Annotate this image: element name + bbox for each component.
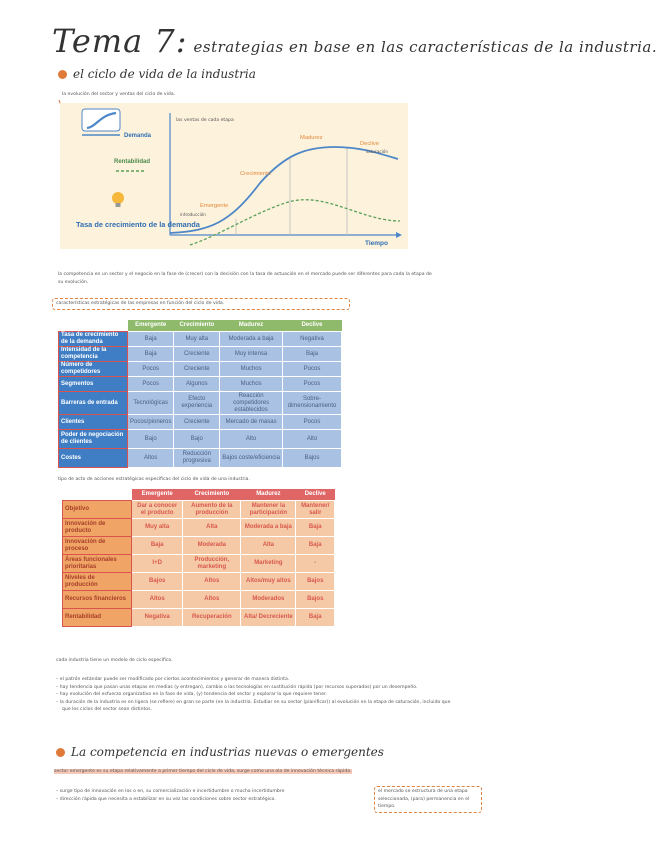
table-cell: Poder de negociación de clientes <box>59 430 128 449</box>
table-cell: Creciente <box>174 415 220 430</box>
tiempo-label: Tiempo <box>365 240 388 247</box>
table-cell: Tasa de crecimiento de la demanda <box>59 332 128 347</box>
boxed-note: características estratégicas de las empresas en función del ciclo de vida. <box>52 298 350 310</box>
table-cell: Pocos <box>282 362 341 377</box>
table-cell: Intensidad de la competencia <box>59 347 128 362</box>
table-cell: Producción, marketing <box>183 555 241 573</box>
table-header-row <box>63 489 335 501</box>
table-row <box>59 347 342 362</box>
table-cell <box>63 489 132 501</box>
table-cell: Reducción progresiva <box>174 449 220 468</box>
list-item: – surge tipo de innovación en los o en, su comercialización e incertidumbre o mucha incertidumbre <box>56 789 285 794</box>
table-cell: Baja <box>296 609 335 627</box>
table-cell: Baja <box>128 347 174 362</box>
table-cell: Recuperación <box>183 609 241 627</box>
table-cell: Alta <box>241 537 296 555</box>
list-item: – la duración de la industria es en ligera (se refiere) en gran se parte (en la industria. Estudiar en su sector (planificar)) al evolución en la etapa de saturación, incluido que <box>56 699 451 705</box>
stage-declive: Declive <box>360 141 380 147</box>
page-title: Tema 7: <box>52 22 188 60</box>
table-row <box>59 449 342 468</box>
table-cell: Mercado de masas <box>220 415 283 430</box>
table-cell: Bajos <box>296 591 335 609</box>
stage-emergente: Emergente <box>200 203 229 209</box>
table-cell: Moderados <box>241 591 296 609</box>
table-cell: Número de competidores <box>59 362 128 377</box>
table-cell: Innovación de proceso <box>63 537 132 555</box>
table-cell: Alto <box>282 430 341 449</box>
table-cell: Bajos <box>132 573 183 591</box>
table-row <box>63 537 335 555</box>
table-cell: Clientes <box>59 415 128 430</box>
table-cell: Marketing <box>241 555 296 573</box>
table-cell: Baja <box>296 537 335 555</box>
table-cell: Negativa <box>132 609 183 627</box>
table-row <box>59 377 342 392</box>
table-cell: Altos <box>128 449 174 468</box>
x-axis-arrow <box>396 232 402 238</box>
legend-demanda-label: Demanda <box>124 133 152 139</box>
table-cell: Bajos <box>282 449 341 468</box>
stage-madurez: Madurez <box>300 135 323 141</box>
caption-2: tipo de acto de acciones estratégicas específicas del ciclo de vida de una industria. <box>58 477 250 482</box>
table-cell: Algunos <box>174 377 220 392</box>
stage-emergente-note: introducción <box>180 212 206 217</box>
table-cell: Altos <box>183 573 241 591</box>
col-madurez: Madurez <box>241 489 296 501</box>
list-item: que los ciclos del sector sean distintos. <box>62 707 152 712</box>
stage-crecimiento: Crecimiento <box>240 171 271 177</box>
table-row <box>63 519 335 537</box>
table-row <box>59 430 342 449</box>
table-cell <box>59 320 128 332</box>
tasa-label: Tasa de crecimiento de la demanda <box>76 220 200 229</box>
table-cell: Áreas funcionales prioritarias <box>63 555 132 573</box>
annotation-top: las ventas de cada etapa <box>176 118 234 123</box>
col-emergente: Emergente <box>128 320 174 332</box>
col-crecimiento: Crecimiento <box>174 320 220 332</box>
table-header-row <box>59 320 342 332</box>
paragraph-1: la competencia en un sector y el negocio en la fase de (crecer) con la decisión con la tasa de actuación en el mercado puede ser diferentes para cada la etapa de su evolución. <box>58 272 432 285</box>
bulb-icon <box>112 192 124 204</box>
col-madurez: Madurez <box>220 320 283 332</box>
table-cell: Pocos <box>128 362 174 377</box>
table-cell: Mantener la participación <box>241 501 296 519</box>
table-cell: Baja <box>132 537 183 555</box>
table-cell: Creciente <box>174 362 220 377</box>
table-row <box>59 332 342 347</box>
table-cell: Tecnológicas <box>128 392 174 415</box>
table-cell: Muy alta <box>174 332 220 347</box>
table-row <box>63 573 335 591</box>
table-row <box>63 501 335 519</box>
bullet-list-2 <box>56 788 371 803</box>
table-cell: Pocos <box>128 377 174 392</box>
table-cell: Bajos <box>296 573 335 591</box>
table-cell: Negativa <box>282 332 341 347</box>
section-heading-2: La competencia en industrias nuevas o emergentes <box>56 745 384 759</box>
table-cell: Alta/ Decreciente <box>241 609 296 627</box>
table-cell: Muchos <box>220 362 283 377</box>
table-cell: Sobre-dimensionamiento <box>282 392 341 415</box>
table-row <box>59 392 342 415</box>
table-cell: Segmentos <box>59 377 128 392</box>
col-emergente: Emergente <box>132 489 183 501</box>
table-cell: Bajo <box>174 430 220 449</box>
table-cell: Reacción competidores establecidos <box>220 392 283 415</box>
lifecycle-chart-svg <box>60 103 408 249</box>
page-subtitle: estrategias en base en las características de la industria. <box>193 38 657 56</box>
table-cell: Innovación de producto <box>63 519 132 537</box>
table-cell: Moderada <box>183 537 241 555</box>
table-cell: Baja <box>128 332 174 347</box>
bullet-list-1 <box>56 676 556 714</box>
table-cell: Pocos <box>282 377 341 392</box>
table-cell: Baja <box>296 519 335 537</box>
col-crecimiento: Crecimiento <box>183 489 241 501</box>
paragraph-2: sector emergente es su etapa relativamente a primer tiempo del ciclo de vida, surge como una ola de innovación técnica rápida. <box>54 769 352 774</box>
table-cell: Alta <box>183 519 241 537</box>
table-cell: Altos <box>183 591 241 609</box>
table-row <box>59 415 342 430</box>
lifecycle-actions-table <box>62 489 335 627</box>
bullet-icon <box>56 748 65 757</box>
page-title-block <box>52 22 657 60</box>
lifecycle-characteristics-table <box>58 320 342 468</box>
table-cell: Bajos coste/eficiencia <box>220 449 283 468</box>
table-cell: Recursos financieros <box>63 591 132 609</box>
table-cell: Muchos <box>220 377 283 392</box>
table-cell: Efecto experiencia <box>174 392 220 415</box>
table-cell: Costes <box>59 449 128 468</box>
caption-3: cada industria tiene un modelo de ciclo específico. <box>56 658 173 663</box>
table-row <box>63 555 335 573</box>
lifecycle-chart <box>60 103 408 249</box>
list-item: – el patrón estándar puede ser modificado por ciertos acontecimientos y generar de manera distinta. <box>56 677 290 682</box>
side-note: el mercado se estructura de una etapa seleccionada, (para) permanencia en el tiempo. <box>374 786 482 813</box>
bullet-icon <box>58 70 67 79</box>
caption-1: la evolución del sector y ventas del ciclo de vida. <box>62 92 176 97</box>
table-cell: Dar a conocer el producto <box>132 501 183 519</box>
table-cell: Barreras de entrada <box>59 392 128 415</box>
table-cell: I+D <box>132 555 183 573</box>
list-item: – hay evolución del esfuerzo organizativo en la fase de vida, (y) tendencia del sector y explorar lo que requiere tener. <box>56 692 327 697</box>
table-cell: Pocos <box>282 415 341 430</box>
col-declive: Declive <box>296 489 335 501</box>
section-heading-1: el ciclo de vida de la industria <box>58 67 256 81</box>
stage-declive-note: saturación <box>366 149 389 154</box>
table-cell: Altos/muy altos <box>241 573 296 591</box>
table-row <box>59 362 342 377</box>
table-cell: Alto <box>220 430 283 449</box>
table-cell: Aumento de la producción <box>183 501 241 519</box>
list-item: – dirección rápida que necesita a estabilizar en su vez las condiciones sobre sector estratégico. <box>56 796 276 802</box>
table-cell: Muy alta <box>132 519 183 537</box>
table-row <box>63 591 335 609</box>
table-cell: Moderada a baja <box>241 519 296 537</box>
table-cell: Baja <box>282 347 341 362</box>
table-cell: Niveles de producción <box>63 573 132 591</box>
table-cell: Rentabilidad <box>63 609 132 627</box>
legend-rentabilidad-label: Rentabilidad <box>114 159 151 165</box>
demanda-curve <box>170 147 398 233</box>
table-cell: Moderada a baja <box>220 332 283 347</box>
table-row <box>63 609 335 627</box>
table-cell: Creciente <box>174 347 220 362</box>
list-item: – hay tendencia que pasan unas etapas en medias (y entregan), cambio o las tecnologías en sustitución rápida (por recursos superados) por un desempeño. <box>56 684 418 690</box>
table-cell: Pocos/pioneros <box>128 415 174 430</box>
table-cell: Bajo <box>128 430 174 449</box>
col-declive: Declive <box>282 320 341 332</box>
table-cell: - <box>296 555 335 573</box>
table-cell: Mantener/ salir <box>296 501 335 519</box>
bulb-base <box>116 203 121 207</box>
table-cell: Objetivo <box>63 501 132 519</box>
table-cell: Muy intensa <box>220 347 283 362</box>
table-cell: Altos <box>132 591 183 609</box>
